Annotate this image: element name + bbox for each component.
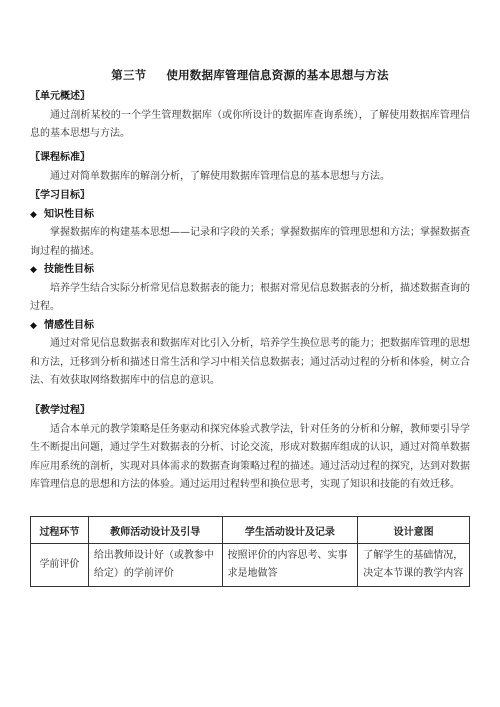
learning-goals-section — [30, 187, 470, 391]
page-title — [0, 67, 500, 83]
teaching-plan-table — [30, 516, 470, 587]
column-header: 过程环节 — [31, 517, 89, 544]
teaching-process-heading: 〖教学过程〗 — [30, 405, 90, 416]
section-title: 使用数据库管理信息资源的基本思想与方法 — [166, 68, 389, 82]
skill-goal-title — [30, 261, 470, 280]
teaching-process-body: 适合本单元的教学策略是任务驱动和探究体验式教学法，针对任务的分析和分解，教师要引导学生不断提出问题，通过学生对数据表的分析、讨论交流，形成对数据库组成的认识，通过对简单数据库应用系统的剖析，实现对具体需求的数据查询策略过程的描述。通过活动过程的探究，达到对数据库管理信息的思想和方法的体验。通过运用过程转型和换位思考，实现了知识和技能的有效迁移。 — [30, 423, 470, 490]
emotion-goal-body: 通过对常见信息数据表和数据库对比引入分析，培养学生换位思考的能力；把数据库管理的思想和方法，迁移到分析和描述日常生活和学习中相关信息数据表；通过活动过程的分析和体验，树立合法、有效获取网络数据库中的信息的意识。 — [30, 338, 470, 386]
column-header: 教师活动设计及引导 — [88, 517, 222, 544]
emotion-goal-title — [30, 317, 470, 336]
section-number: 第三节 — [111, 68, 147, 82]
unit-overview-section — [30, 88, 470, 144]
knowledge-goal-title — [30, 206, 470, 225]
unit-overview-body: 通过剖析某校的一个学生管理数据库（或你所设计的数据库查询系统），了解使用数据库管理信息的基本思想与方法。 — [30, 109, 470, 139]
curriculum-standard-section — [30, 149, 470, 186]
curriculum-standard-body: 通过对简单数据库的解剖分析，了解使用数据库管理信息的基本思想与方法。 — [50, 170, 390, 182]
curriculum-standard-heading: 〖课程标准〗 — [30, 152, 90, 163]
diamond-bullet-icon: ◆ — [30, 209, 37, 220]
knowledge-goal-body: 掌握数据库的构建基本思想——记录和字段的关系；掌握数据库的管理思想和方法；掌握数据查询过程的描述。 — [30, 227, 470, 257]
table-cell-teacher-activity: 给出教师设计好（或教参中给定）的学前评价 — [88, 544, 222, 587]
table-cell-student-activity: 按照评价的内容思考、实事求是地做答 — [222, 544, 358, 587]
table-cell-design-intent: 了解学生的基础情况，决定本节课的教学内容 — [358, 544, 470, 587]
skill-goal-label: 技能性目标 — [44, 264, 94, 275]
table-header-row — [31, 517, 470, 544]
learning-goals-heading: 〖学习目标〗 — [30, 190, 90, 201]
teaching-process-section — [30, 402, 470, 495]
emotion-goal-label: 情感性目标 — [44, 319, 94, 331]
column-header: 设计意图 — [358, 517, 470, 544]
skill-goal-body: 培养学生结合实际分析常见信息数据表的能力；根据对常见信息数据表的分析，描述数据查询的过程。 — [30, 282, 470, 312]
unit-overview-heading: 〖单元概述〗 — [30, 91, 90, 102]
table-row — [31, 544, 470, 587]
knowledge-goal-label: 知识性目标 — [44, 208, 94, 220]
diamond-bullet-icon: ◆ — [30, 265, 37, 275]
diamond-bullet-icon: ◆ — [30, 320, 37, 331]
column-header: 学生活动设计及记录 — [222, 517, 358, 544]
table-cell-stage: 学前评价 — [31, 544, 89, 587]
